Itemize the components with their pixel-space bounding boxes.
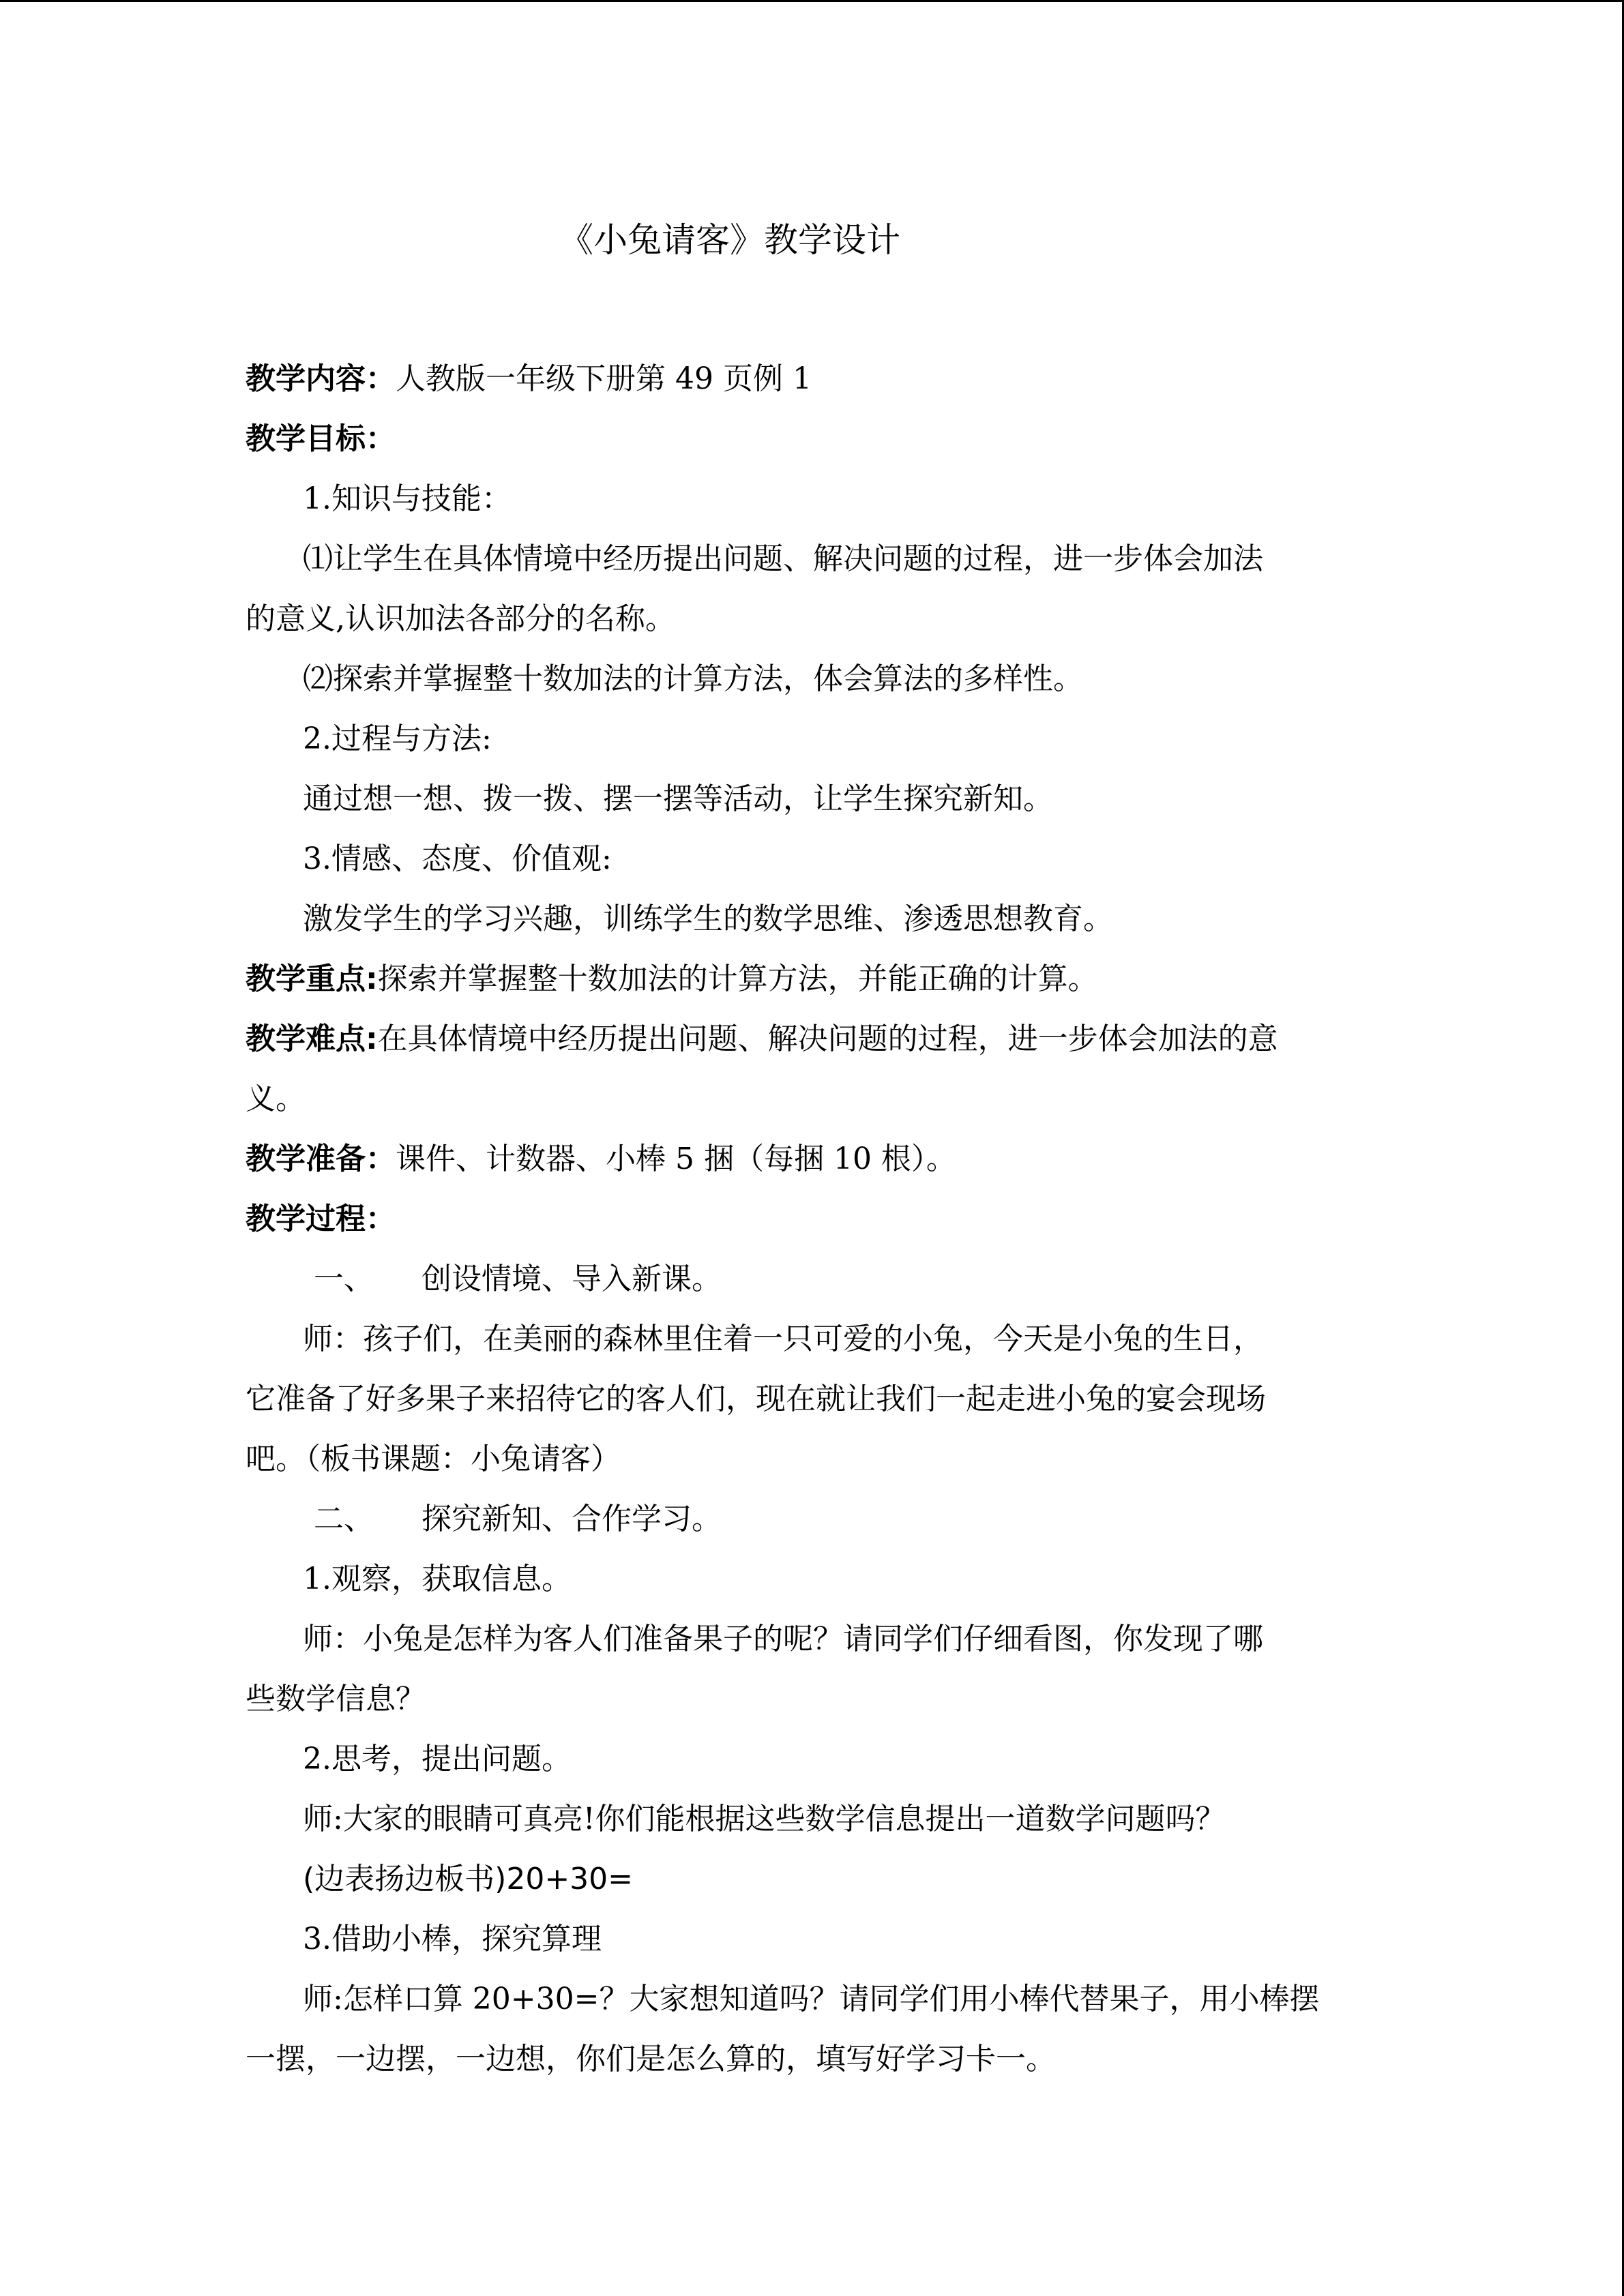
section-2-title: 探究新知、合作学习。 <box>422 1502 722 1536</box>
goal-3-heading: 3.情感、态度、价值观: <box>303 841 612 876</box>
section-2-number: 二、 <box>314 1502 374 1536</box>
section-1-heading <box>246 1249 1378 1309</box>
goal-1-item-1-line-2: 的意义,认识加法各部分的名称。 <box>246 601 675 636</box>
teaching-goals-label: 教学目标： <box>246 421 396 456</box>
document-body <box>246 349 1378 2089</box>
goal-2-text: 通过想一想、拨一拨、摆一摆等活动，让学生探究新知。 <box>303 781 1053 816</box>
goal-3-text: 激发学生的学习兴趣，训练学生的数学思维、渗透思想教育。 <box>303 901 1113 936</box>
section-1-title: 创设情境、导入新课。 <box>422 1262 722 1296</box>
step-3-paragraph-line-1: 师:怎样口算 20+30=？大家想知道吗？请同学们用小棒代替果子，用小棒摆 <box>303 1982 1320 2016</box>
step-2-heading: 2.思考，提出问题。 <box>303 1742 572 1776</box>
step-2-paragraph: 师:大家的眼睛可真亮!你们能根据这些数学信息提出一道数学问题吗？ <box>303 1802 1226 1836</box>
goal-1-item-1-line-1: ⑴让学生在具体情境中经历提出问题、解决问题的过程，进一步体会加法 <box>303 541 1263 576</box>
preparation-label: 教学准备： <box>246 1142 396 1176</box>
step-3-paragraph-line-2: 一摆，一边摆，一边想，你们是怎么算的，填写好学习卡一。 <box>246 2042 1056 2076</box>
page-border-top <box>0 0 1624 2</box>
difficulty-label: 教学难点: <box>246 1022 378 1056</box>
difficulty-line-1 <box>246 1009 1378 1069</box>
process-line <box>246 1189 1378 1249</box>
section-1-paragraph-line-2: 它准备了好多果子来招待它的客人们，现在就让我们一起走进小兔的宴会现场 <box>246 1382 1266 1416</box>
step-1-paragraph-line-1: 师：小兔是怎样为客人们准备果子的呢？请同学们仔细看图，你发现了哪 <box>303 1622 1263 1656</box>
section-2-heading <box>246 1489 1378 1549</box>
step-2-board-note: (边表扬边板书)20+30= <box>303 1862 634 1896</box>
goal-2-heading: 2.过程与方法: <box>303 721 492 756</box>
key-point-text: 探索并掌握整十数加法的计算方法，并能正确的计算。 <box>377 961 1098 996</box>
goal-1-item-2: ⑵探索并掌握整十数加法的计算方法，体会算法的多样性。 <box>303 661 1083 696</box>
section-1-paragraph-line-1: 师：孩子们，在美丽的森林里住着一只可爱的小兔，今天是小兔的生日， <box>303 1322 1263 1356</box>
key-point-line <box>246 949 1378 1009</box>
difficulty-line-2: 义。 <box>246 1082 306 1116</box>
key-point-label: 教学重点: <box>246 961 378 996</box>
difficulty-text-1: 在具体情境中经历提出问题、解决问题的过程，进一步体会加法的意 <box>377 1022 1278 1056</box>
section-1-paragraph-line-3: 吧。（板书课题：小兔请客） <box>246 1442 621 1476</box>
step-1-paragraph-line-2: 些数学信息？ <box>246 1682 426 1716</box>
goal-1-heading: 1.知识与技能： <box>303 481 512 516</box>
teaching-content-label: 教学内容： <box>246 361 396 396</box>
step-1-heading: 1.观察，获取信息。 <box>303 1562 572 1596</box>
step-3-heading: 3.借助小棒，探究算理 <box>303 1922 602 1956</box>
teaching-goals-line <box>246 409 1378 469</box>
teaching-content-line <box>246 349 1378 409</box>
teaching-content-text: 人教版一年级下册第 49 页例 1 <box>396 361 812 396</box>
document-title: 《小兔请客》教学设计 <box>559 220 900 260</box>
preparation-line <box>246 1129 1378 1189</box>
process-label: 教学过程： <box>246 1202 396 1236</box>
preparation-text: 课件、计数器、小棒 5 捆（每捆 10 根）。 <box>396 1142 956 1176</box>
section-1-number: 一、 <box>314 1262 374 1296</box>
